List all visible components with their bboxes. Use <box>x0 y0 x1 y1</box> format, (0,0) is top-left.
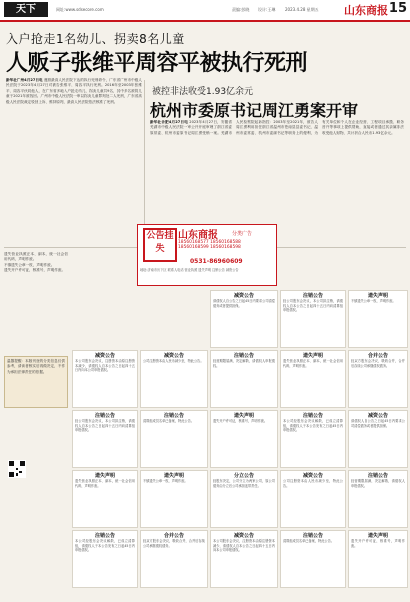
notice-body: 公司注册资本由人民币减少至，特此公告。 <box>283 479 343 488</box>
notice-title: 遗失声明 <box>367 533 388 539</box>
notice-block <box>348 470 408 528</box>
story1-body <box>6 78 142 246</box>
notice-body: 经公司股东会决议，本公司拟注销，请债权人自本公告之日起四十五日内向清算组申报债权。 <box>75 419 135 433</box>
notice-block <box>210 530 278 588</box>
notice-block <box>210 290 278 348</box>
page-number: 15 <box>388 1 407 16</box>
notice-title: 遗失声明 <box>163 473 184 479</box>
notice-body: 本公司股东会决议，注册资本由原注册资本减少，请债权人自本公告之日起四十五日内向本公司申报债权。 <box>213 539 275 553</box>
story2-headline: 杭州市委原书记周江勇案开审 <box>150 101 359 120</box>
notice-block <box>210 350 278 408</box>
site-url: 网址:www.sdsecore.com <box>56 7 104 12</box>
notice-block <box>280 290 346 348</box>
notice-block <box>280 410 346 468</box>
notice-block <box>348 410 408 468</box>
notice-body: 本公司经股东会决议解散，已成立清算组，请债权人于本公告发布之日起45日内申报债权。 <box>283 419 343 433</box>
ad-line: 18560168577 18560168588 <box>178 240 241 245</box>
ad-phone-lines <box>178 240 272 250</box>
notice-block <box>72 350 138 408</box>
notice-title: 注销公告 <box>233 353 254 359</box>
notice-title: 减资公告 <box>163 353 184 359</box>
notice-text: 遗失开户许可证，核准号，声明作废。 <box>4 268 66 273</box>
notice-body: 清算组成员名单已备案，特此公告。 <box>143 419 194 423</box>
notice-block <box>140 530 208 588</box>
notice-block <box>210 410 278 468</box>
notice-body: 经营期限届满，决定解散，请债权人申报债权。 <box>213 359 275 368</box>
notice-block <box>280 470 346 528</box>
notice-title: 分立公告 <box>233 473 254 479</box>
notice-title: 注销公告 <box>302 413 323 419</box>
notice-title: 注销公告 <box>367 473 388 479</box>
section-label: 天下 <box>4 2 48 17</box>
notice-title: 减资公告 <box>233 293 254 299</box>
ad-line: 18560168599 18560168598 <box>178 245 241 250</box>
newspaper-brand: 山东商报 <box>344 4 388 17</box>
story2-kicker: 被控非法收受1.93亿余元 <box>152 87 254 97</box>
notice-body: 本公司股东会决议，注册资本由原注册资本减少，请债权人自本公告之日起四十五日内向本公司申报债权。 <box>75 359 135 373</box>
notice-title: 减资公告 <box>302 473 323 479</box>
notice-block <box>72 410 138 468</box>
notice-body: 不慎遗失公章一枚，声明作废。 <box>351 299 396 303</box>
story2-text: 2023年4月27日，安徽省芜湖市中级人民法院一审公开开庭审理了浙江省委原常委、杭州市委原书记周江勇受贿一案。芜湖市人民检察院起诉指控：2003年至2021年，被告人周江勇利用担任浙江省温州市苍南县县委书记、温州市委常委、杭州市委副书记等职务上的便利，为有关单位和个人在企业经营、工程项目承揽、职务晋升等事项上提供帮助，直接或者通过其亲属非法收受他人财物，共计折合人民币1.93亿余元。 <box>150 120 404 135</box>
ad-hotline: 0531-86960609 <box>190 258 243 265</box>
ad-subtitle: 分类广告 <box>232 231 253 237</box>
story1-dateline: 新华社广州4月27日电 <box>6 78 43 82</box>
notice-block <box>72 470 138 528</box>
notice-body: 经双方股东会决议，吸收合并，合并后存续公司承继债权债务。 <box>143 539 205 548</box>
notice-block <box>140 470 208 528</box>
reminder-box: 温馨提醒：本版刊登的分类信息仅供参考，请读者核实后再做决定，不作为承担法律责任的依据。 <box>4 356 68 408</box>
notice-title: 注销公告 <box>94 413 115 419</box>
notice-body: 遗失开户许可证，核准号，声明作废。 <box>213 419 268 423</box>
notice-block <box>72 530 138 588</box>
notice-block <box>348 530 408 588</box>
notice-body: 经公司股东会决议，本公司拟注销，请债权人自本公告之日起四十五日内向清算组申报债权。 <box>283 299 343 313</box>
ad-note: 地址:济南市历下区 联系人电话 营业执照 遗失声明 注销公告 减资公告 <box>140 268 239 272</box>
notice-block <box>140 350 208 408</box>
notice-block <box>210 470 278 528</box>
notice-body: 清算组成员名单已备案，特此公告。 <box>283 539 334 543</box>
notice-title: 注销公告 <box>302 293 323 299</box>
notice-title: 注销公告 <box>163 413 184 419</box>
notice-text: 遗失营业执照正本、副本，统一社会信用代码，声明作废。 <box>4 252 68 262</box>
notice-block <box>280 530 346 588</box>
notice-body: 经双方股东会决议，吸收合并，合并后存续公司承继债权债务。 <box>351 359 405 368</box>
notice-block <box>348 290 408 348</box>
story2-dateline: 新华社合肥4月27日电 <box>150 120 188 124</box>
notice-title: 减资公告 <box>367 413 388 419</box>
notice-title: 减资公告 <box>233 533 254 539</box>
notice-body: 遗失营业执照正本、副本，统一社会信用代码，声明作废。 <box>283 359 343 368</box>
notice-body: 遗失营业执照正本、副本，统一社会信用代码，声明作废。 <box>75 479 135 488</box>
editor-credit: 责编:彭晓 <box>232 7 250 12</box>
notice-title: 合并公告 <box>163 533 184 539</box>
notice-body: 本公司经股东会决议解散，已成立清算组，请债权人于本公告发布之日起45日内申报债权。 <box>75 539 135 553</box>
story2-body <box>150 120 404 218</box>
notice-body: 经营期限届满，决定解散，请债权人申报债权。 <box>351 479 405 488</box>
left-notice-column <box>4 252 68 352</box>
story1-text: 遵照最高人民法院下达的执行死刑命令，广东省广州市中级人民法院于2023年4月27日对被告张维平、周容平执行死刑。2016年至2003年张维平、周容平伙同他人，在广东省多地入户抢走幼儿、拐卖儿童共9名，其中多名被拐儿童于2021年被找回。广州市中级人民法院一审以拐卖儿童罪判处二人死刑，广东省高级人民法院裁定驳回上诉、维持原判，最高人民法院依法核准了死刑。 <box>6 78 142 104</box>
story1-kicker: 入户抢走1名幼儿、拐卖8名儿童 <box>6 32 185 46</box>
notice-stamp: 公告挂失 <box>143 228 177 262</box>
notice-title: 注销公告 <box>302 533 323 539</box>
notice-block <box>348 350 408 408</box>
notice-body: 请债权人自公告之日起45日内要求公司清偿债务或者提供担保。 <box>351 419 405 428</box>
notice-body: 不慎遗失公章一枚，声明作废。 <box>143 479 188 483</box>
column-divider <box>144 80 145 245</box>
notice-title: 遗失声明 <box>367 293 388 299</box>
notice-title: 遗失声明 <box>94 473 115 479</box>
ad-title: 山东商报 <box>178 230 218 241</box>
notice-body: 公司注册资本由人民币减少至，特此公告。 <box>143 359 204 363</box>
notice-title: 减资公告 <box>94 353 115 359</box>
issue-date: 2023.4.28 星期五 <box>285 7 319 12</box>
notice-title: 合并公告 <box>367 353 388 359</box>
notice-body: 请债权人自公告之日起45日内要求公司清偿债务或者提供担保。 <box>213 299 275 308</box>
notice-block <box>280 350 346 408</box>
notice-body: 遗失开户许可证，核准号，声明作废。 <box>351 539 405 548</box>
qr-code-icon <box>8 460 26 478</box>
notice-body: 经股东决定，公司分立为两家公司，原公司债务由分立后公司承担连带责任。 <box>213 479 275 488</box>
notice-title: 遗失声明 <box>302 353 323 359</box>
notice-title: 注销公告 <box>94 533 115 539</box>
notice-title: 遗失声明 <box>233 413 254 419</box>
story1-headline: 人贩子张维平周容平被执行死刑 <box>6 50 308 76</box>
notice-block <box>140 410 208 468</box>
notice-text: 不慎遗失公章一枚，声明作废。 <box>4 262 55 267</box>
designer-credit: 设计:王琳 <box>258 7 276 12</box>
